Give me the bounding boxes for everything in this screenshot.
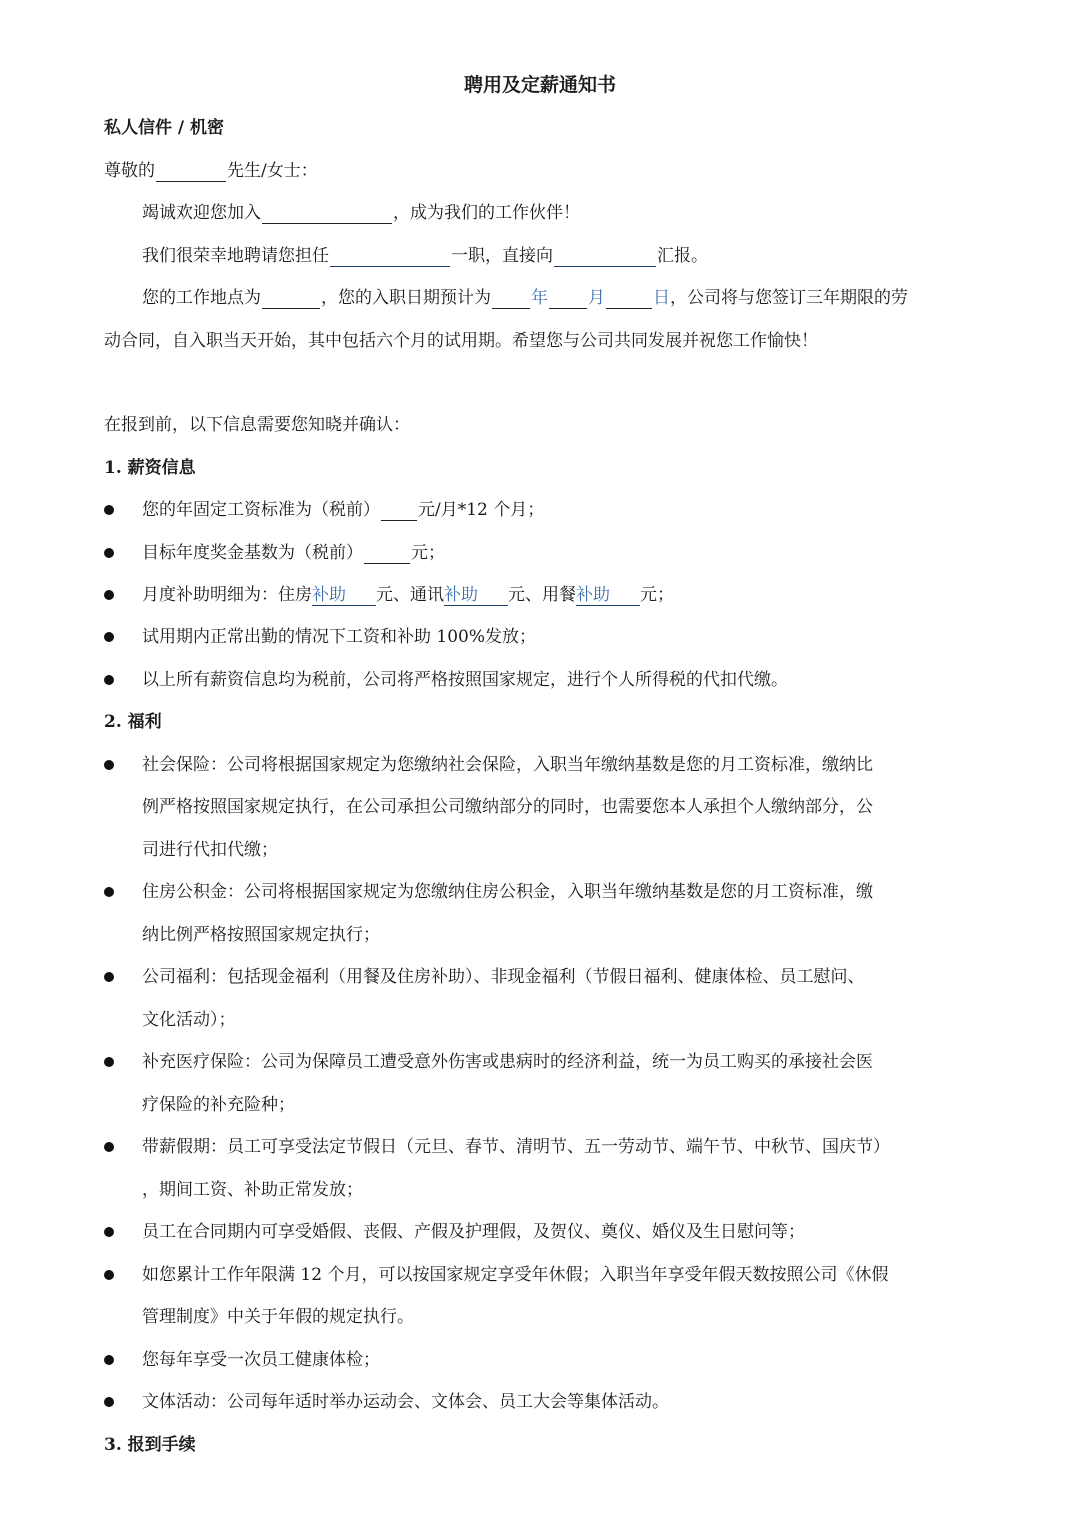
confidential-label: 私人信件 / 机密	[104, 118, 225, 138]
company-blank[interactable]	[262, 204, 392, 224]
month-blank[interactable]	[549, 289, 587, 309]
bullet-icon	[104, 632, 114, 642]
probation-item: 试用期内正常出勤的情况下工资和补助 100%发放；	[142, 627, 537, 647]
housing-fund-line-2: 纳比例严格按照国家规定执行；	[142, 925, 380, 945]
bullet-icon	[104, 1142, 114, 1152]
location-line	[142, 287, 908, 309]
bullet-icon	[104, 675, 114, 685]
salary-heading: 1. 薪资信息	[104, 458, 196, 478]
bullet-icon	[104, 548, 114, 558]
position-blank[interactable]	[330, 247, 450, 267]
company-welfare-line-2: 文化活动）；	[142, 1010, 236, 1030]
position-prefix: 我们很荣幸地聘请您担任	[142, 246, 329, 266]
bullet-icon	[104, 590, 114, 600]
contract-line: 动合同，自入职当天开始，其中包括六个月的试用期。希望您与公司共同发展并祝您工作愉快！	[104, 331, 818, 351]
allowance-item	[142, 584, 674, 606]
allowance-comm-label: 通讯	[410, 585, 444, 605]
welcome-line	[142, 202, 580, 224]
welcome-suffix: ，成为我们的工作伙伴！	[393, 203, 580, 223]
name-blank[interactable]	[156, 162, 226, 182]
allowance-end: 元；	[640, 585, 674, 605]
annual-leave-line-1: 如您累计工作年限满 12 个月，可以按国家规定享受年休假；入职当年享受年假天数按照公司《休假	[142, 1265, 889, 1285]
supervisor-blank[interactable]	[554, 247, 656, 267]
annual-suffix: 元/月*12 个月；	[418, 500, 545, 520]
bullet-icon	[104, 1397, 114, 1407]
medical-line-2: 疗保险的补充险种；	[142, 1095, 295, 1115]
bonus-item	[142, 542, 445, 564]
bullet-icon	[104, 760, 114, 770]
sports-activity-item: 文体活动：公司每年适时举办运动会、文体会、员工大会等集体活动。	[142, 1392, 669, 1412]
social-insurance-line-3: 司进行代扣代缴；	[142, 840, 278, 860]
registration-heading: 3. 报到手续	[104, 1435, 196, 1455]
annual-salary-item	[142, 499, 544, 521]
bullet-icon	[104, 1057, 114, 1067]
year-blank[interactable]	[492, 289, 530, 309]
allowance-yuan: 元、	[376, 585, 410, 605]
welcome-prefix: 竭诚欢迎您加入	[142, 203, 261, 223]
leave-item: 员工在合同期内可享受婚假、丧假、产假及护理假，及贺仪、奠仪、婚仪及生日慰问等；	[142, 1222, 805, 1242]
confirm-intro: 在报到前，以下信息需要您知晓并确认：	[104, 415, 410, 435]
location-prefix: 您的工作地点为	[142, 288, 261, 308]
bullet-icon	[104, 1355, 114, 1365]
company-welfare-line-1: 公司福利：包括现金福利（用餐及住房补助）、非现金福利（节假日福利、健康体检、员工慰问、	[142, 967, 865, 987]
benefits-heading: 2. 福利	[104, 712, 162, 732]
salutation-suffix: 先生/女士：	[227, 161, 318, 181]
social-insurance-line-2: 例严格按照国家规定执行，在公司承担公司缴纳部分的同时，也需要您本人承担个人缴纳部分，公	[142, 797, 873, 817]
allowance-meal-label: 用餐	[542, 585, 576, 605]
annual-prefix: 您的年固定工资标准为（税前）	[142, 500, 380, 520]
salutation-prefix: 尊敬的	[104, 161, 155, 181]
allowance-prefix: 月度补助明细为：住房	[142, 585, 312, 605]
bonus-blank[interactable]	[364, 544, 410, 564]
day-label: 日	[653, 288, 670, 308]
annual-leave-line-2: 管理制度》中关于年假的规定执行。	[142, 1307, 414, 1327]
meal-allowance-blank[interactable]: 补助	[576, 585, 640, 606]
housing-allowance-blank[interactable]: 补助	[312, 585, 376, 606]
social-insurance-line-1: 社会保险：公司将根据国家规定为您缴纳社会保险，入职当年缴纳基数是您的月工资标准，缴纳比	[142, 755, 873, 775]
location-blank[interactable]	[262, 289, 320, 309]
annual-salary-blank[interactable]	[381, 501, 417, 521]
month-label: 月	[588, 288, 605, 308]
paid-holiday-line-1: 带薪假期：员工可享受法定节假日（元旦、春节、清明节、五一劳动节、端午节、中秋节、国庆节）	[142, 1137, 890, 1157]
salutation	[104, 160, 318, 182]
document-title: 聘用及定薪通知书	[463, 74, 616, 96]
bullet-icon	[104, 1227, 114, 1237]
health-checkup-item: 您每年享受一次员工健康体检；	[142, 1350, 380, 1370]
housing-fund-line-1: 住房公积金：公司将根据国家规定为您缴纳住房公积金，入职当年缴纳基数是您的月工资标准，缴	[142, 882, 873, 902]
year-label: 年	[531, 288, 548, 308]
position-suffix: 汇报。	[657, 246, 708, 266]
medical-line-1: 补充医疗保险：公司为保障员工遭受意外伤害或患病时的经济利益，统一为员工购买的承接社会医	[142, 1052, 873, 1072]
bullet-icon	[104, 505, 114, 515]
bonus-suffix: 元；	[411, 543, 445, 563]
day-blank[interactable]	[606, 289, 652, 309]
bullet-icon	[104, 972, 114, 982]
location-mid: ，您的入职日期预计为	[321, 288, 491, 308]
allowance-yuan: 元、	[508, 585, 542, 605]
paid-holiday-line-2: ，期间工资、补助正常发放；	[142, 1180, 363, 1200]
bullet-icon	[104, 1270, 114, 1280]
tax-item: 以上所有薪资信息均为税前，公司将严格按照国家规定，进行个人所得税的代扣代缴。	[142, 670, 788, 690]
location-suffix: ，公司将与您签订三年期限的劳	[670, 288, 908, 308]
position-mid: 一职，直接向	[451, 246, 553, 266]
position-line	[142, 245, 708, 267]
bonus-prefix: 目标年度奖金基数为（税前）	[142, 543, 363, 563]
comm-allowance-blank[interactable]: 补助	[444, 585, 508, 606]
bullet-icon	[104, 887, 114, 897]
